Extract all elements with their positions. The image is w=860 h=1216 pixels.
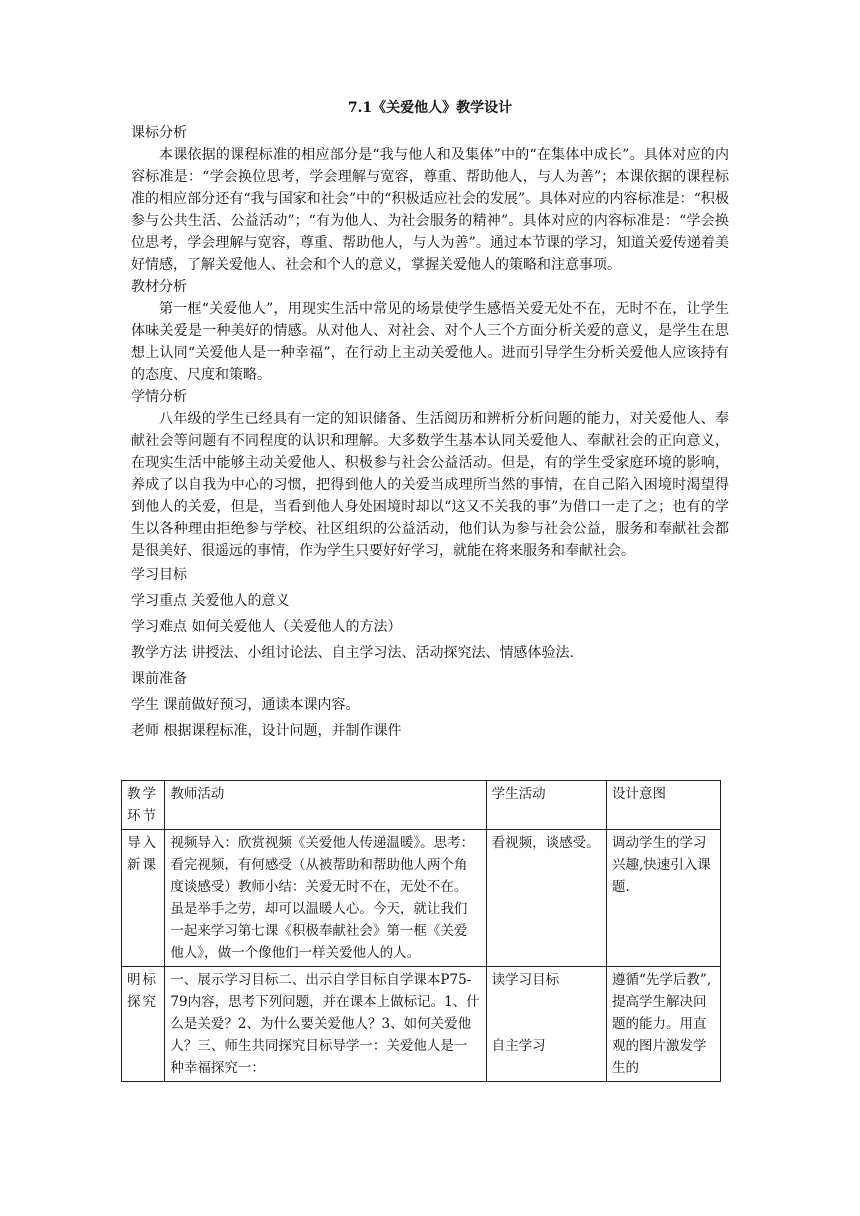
info-line-teacher-prep: 老师 根据课程标准，设计问题，并制作课件: [131, 723, 402, 739]
stage-cell: 明标探究: [122, 967, 165, 1082]
section-text-textbook: 第一框“关爱他人”，用现实生活中常见的场景使学生感悟关爱无处不在，无时不在，让学生体味关爱是一种美好的情感。从对他人、对社会、对个人三个方面分析关爱的意义，是学生在思想上认同“关爱他人是一种幸福”，在行动上主动关爱他人。进而引导学生分析关爱他人应该持有的态度、尺度和策略。: [131, 301, 729, 383]
header-stage: 教学环节: [122, 781, 165, 830]
student-activity-text: 读学习目标: [491, 972, 560, 988]
table-header-row: [122, 781, 721, 830]
section-heading-textbook: 教材分析: [131, 279, 187, 295]
header-teacher-activity: 教师活动: [165, 781, 486, 830]
design-intent-cell: 遵循“先学后教”,提高学生解决问题的能力。用直观的图片激发学生的: [607, 967, 721, 1082]
stage-cell: 导入新课: [122, 830, 165, 967]
table-row: [122, 830, 721, 967]
info-line-difficulty: 学习难点 如何关爱他人（关爱他人的方法）: [131, 619, 402, 635]
design-intent-cell: 调动学生的学习兴趣,快速引入课题.: [607, 830, 721, 967]
section-text-students: 八年级的学生已经具有一定的知识储备、生活阅历和辨析分析问题的能力，对关爱他人、奉献社会等问题有不同程度的认识和理解。大多数学生基本认同关爱他人、奉献社会的正向意义，在现实生活中能够主动关爱他人、积极参与社会公益活动。但是，有的学生受家庭环境的影响，养成了以自我为中心的习惯，把得到他人的关爱当成理所当然的事情，在自己陷入困境时渴望得到他人的关爱，但是，当看到他人身处困境时却以“这又不关我的事”为借口一走了之；也有的学生以各种理由拒绝参与学校、社区组织的公益活动，他们认为参与社会公益，服务和奉献社会都是很美好、很遥远的事情，作为学生只要好好学习，就能在将来服务和奉献社会。: [131, 411, 729, 559]
info-line-preparation: 课前准备: [131, 671, 187, 687]
info-line-goals: 学习目标: [131, 567, 187, 583]
student-activity-cell: [486, 967, 606, 1082]
info-line-methods: 教学方法 讲授法、小组讨论法、自主学习法、活动探究法、情感体验法.: [131, 645, 574, 661]
info-line-student-prep: 学生 课前做好预习，通读本课内容。: [131, 697, 360, 713]
table-row: [122, 967, 721, 1082]
header-student-activity: 学生活动: [486, 781, 606, 830]
info-line-key-point: 学习重点 关爱他人的意义: [131, 593, 290, 609]
teacher-activity-cell: 视频导入：欣赏视频《关爱他人传递温暖》。思考：看完视频，有何感受（从被帮助和帮助他人两个角度谈感受）教师小结：关爱无时不在，无处不在。虽是举手之劳，却可以温暖人心。今天，就让我们一起来学习第七课《积极奉献社会》第一框《关爱他人》，做一个像他们一样关爱他人的人。: [165, 830, 486, 967]
section-text-curriculum: 本课依据的课程标准的相应部分是“我与他人和及集体”中的“在集体中成长”。具体对应的内容标准是：“学会换位思考，学会理解与宽容，尊重、帮助他人，与人为善”；本课依据的课程标准的相应部分还有“我与国家和社会”中的“积极适应社会的发展”。具体对应的内容标准是：“积极参与公共生活、公益活动”；“有为他人、为社会服务的精神”。具体对应的内容标准是：“学会换位思考，学会理解与宽容，尊重、帮助他人，与人为善”。通过本节课的学习，知道关爱传递着美好情感，了解关爱他人、社会和个人的意义，掌握关爱他人的策略和注意事项。: [131, 147, 729, 273]
section-heading-curriculum: 课标分析: [131, 125, 187, 141]
student-activity-cell: 看视频，谈感受。: [486, 830, 606, 967]
teacher-activity-cell: 一、展示学习目标二、出示自学目标自学课本P75-79内容，思考下列问题，并在课本上做标记。1、什么是关爱？2、为什么要关爱他人？3、如何关爱他人？三、师生共同探究目标导学一：关爱他人是一种幸福探究一：: [165, 967, 486, 1082]
header-design-intent: 设计意图: [607, 781, 721, 830]
document-body: [131, 98, 729, 744]
section-heading-students: 学情分析: [131, 389, 187, 405]
lesson-plan-table: [121, 780, 721, 1082]
student-activity-text: 自主学习: [491, 1038, 546, 1054]
document-title: 7.1《关爱他人》教学设计: [347, 100, 513, 116]
